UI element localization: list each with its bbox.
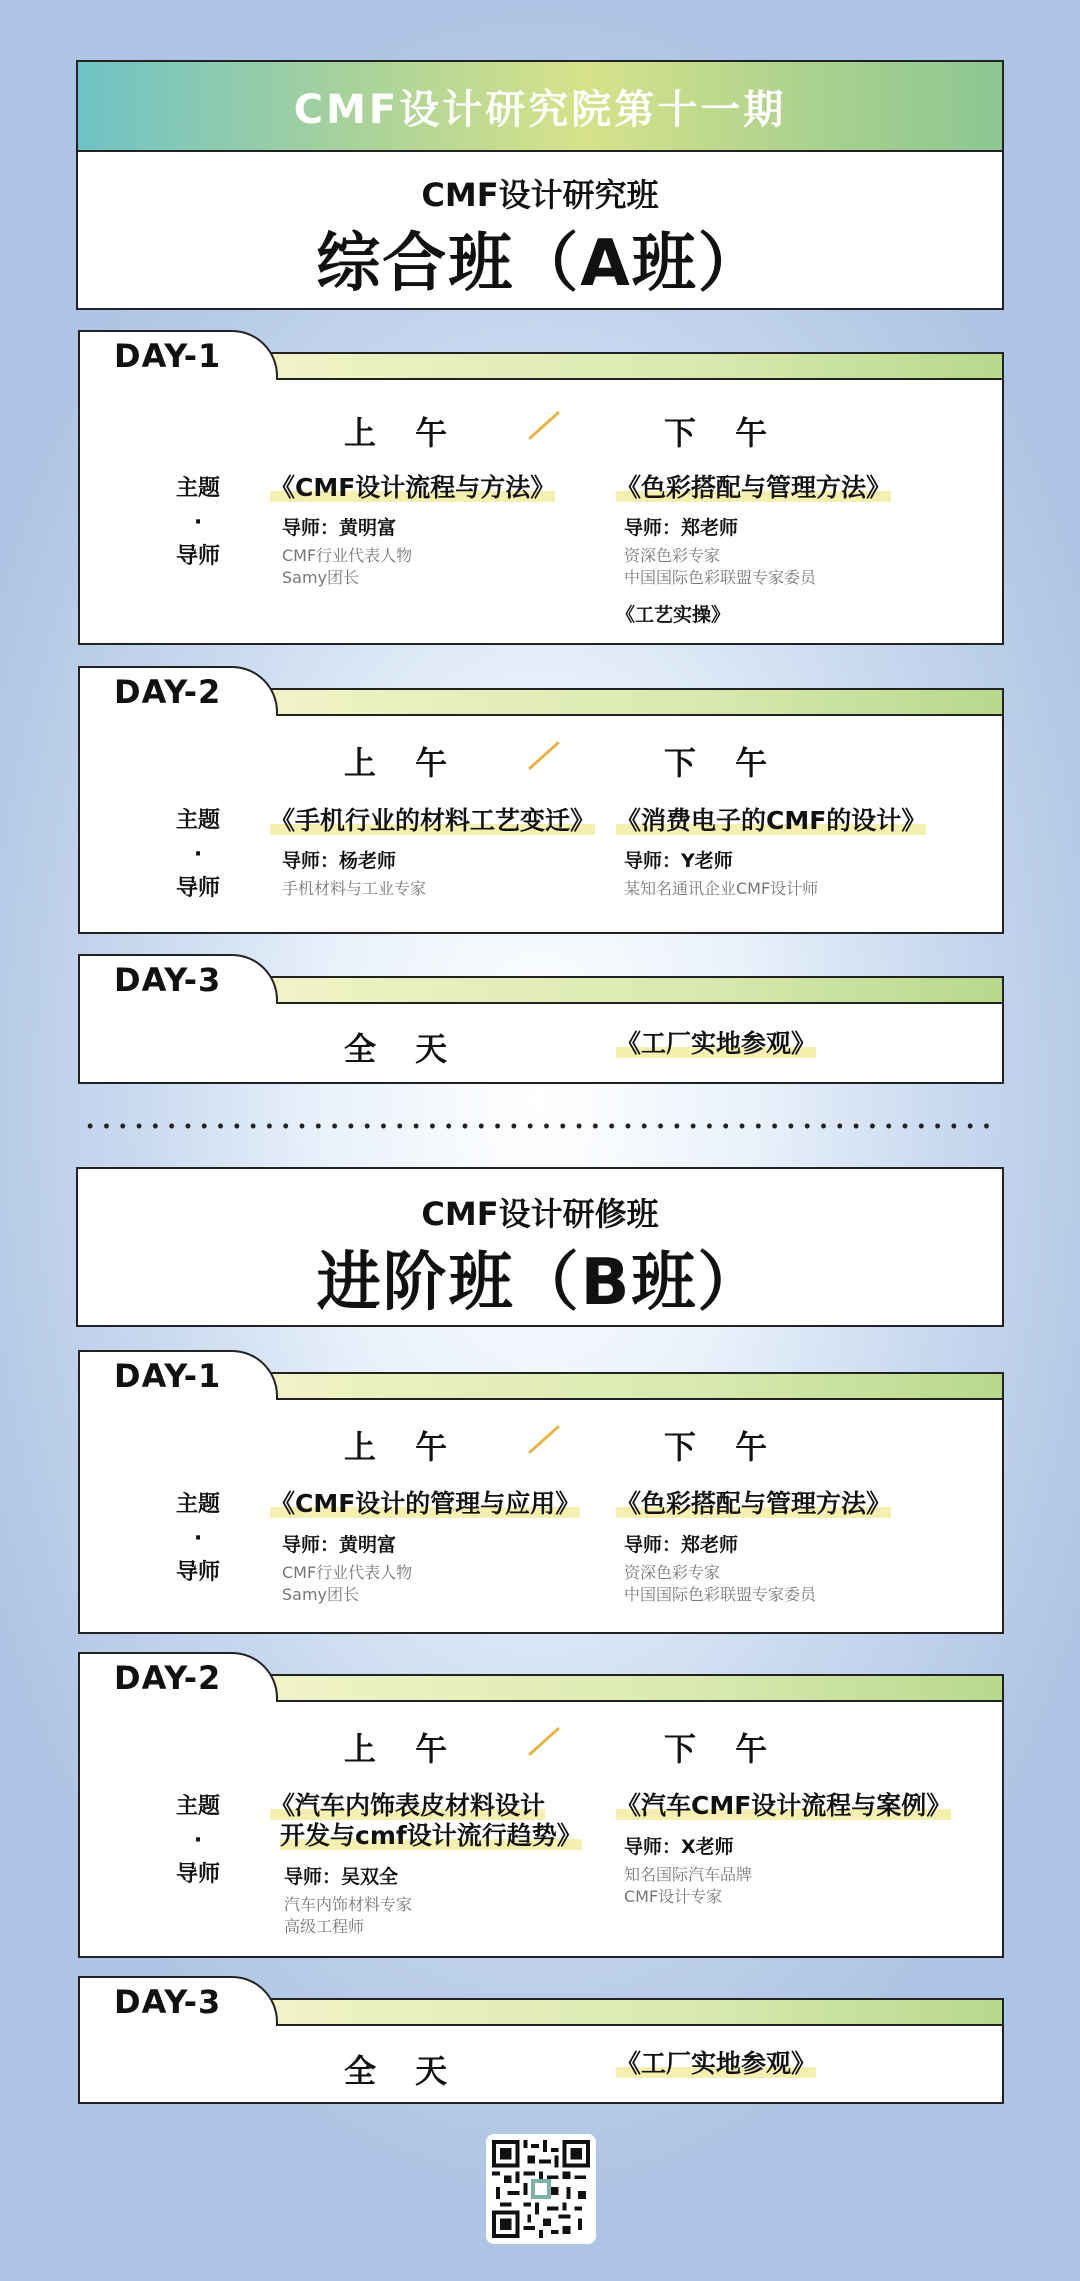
full-day-topic-text: 《工厂实地参观》 (616, 1029, 817, 1058)
morning-label: 上 午 (344, 1730, 462, 1768)
qr-code-icon[interactable] (486, 2134, 596, 2244)
topic-side-label: 主题 (175, 808, 220, 833)
class-a-subtitle: CMF设计研究班 (421, 176, 659, 214)
morning-topic (270, 468, 555, 504)
day-panel (78, 1398, 1004, 1634)
class-b-title: 进阶班（B班） (316, 1246, 764, 1320)
day-panel (78, 2024, 1004, 2104)
tutor-side-label: 导师 (175, 876, 220, 902)
afternoon-tutor-desc (624, 545, 816, 588)
divider-slash (528, 411, 560, 440)
divider-slash (528, 741, 560, 770)
day-label: DAY-2 (114, 673, 222, 711)
day-tab-stripe (240, 352, 1004, 380)
afternoon-tutor-desc (624, 878, 818, 900)
class-b-subtitle: CMF设计研修班 (421, 1195, 659, 1233)
day-tab (78, 330, 278, 380)
morning-tutor: 导师：黄明富 (282, 517, 397, 539)
side-dot: · (193, 1526, 203, 1552)
afternoon-topic-text: 《色彩搭配与管理方法》 (616, 473, 892, 502)
morning-topic (270, 801, 595, 837)
afternoon-topic-text: 《汽车CMF设计流程与案例》 (616, 1791, 952, 1820)
tutor-side-label: 导师 (175, 1862, 220, 1888)
afternoon-topic-text: 《色彩搭配与管理方法》 (616, 1489, 892, 1518)
dotted-separator (82, 1122, 998, 1130)
morning-topic-line2 (280, 1816, 582, 1852)
extra-topic-text: 《工艺实操》 (616, 604, 731, 626)
day-label: DAY-1 (114, 1357, 222, 1395)
day-tab-stripe (240, 1998, 1004, 2026)
class-b-header (76, 1167, 1004, 1327)
day-tab-stripe (240, 1372, 1004, 1400)
divider-slash (528, 1425, 560, 1454)
day-tab (78, 666, 278, 716)
desc-line: 汽车内饰材料专家 (284, 1895, 413, 1914)
morning-topic (270, 1484, 580, 1520)
morning-label: 上 午 (344, 414, 462, 452)
afternoon-tutor: 导师：Y老师 (624, 850, 733, 872)
day-label: DAY-1 (114, 337, 222, 375)
side-dot: · (193, 1828, 203, 1854)
desc-line: 资深色彩专家 (624, 546, 721, 565)
tutor-side-label: 导师 (175, 544, 220, 570)
full-day-label: 全 天 (344, 1030, 462, 1068)
afternoon-label: 下 午 (664, 744, 782, 782)
afternoon-topic (616, 468, 891, 504)
tutor-side-label: 导师 (175, 1560, 220, 1586)
day-panel (78, 1700, 1004, 1958)
day-label: DAY-3 (114, 961, 222, 999)
morning-topic-text: 《CMF设计流程与方法》 (270, 473, 556, 502)
day-panel (78, 1002, 1004, 1084)
morning-topic-text: 《CMF设计的管理与应用》 (270, 1489, 581, 1518)
afternoon-tutor: 导师：郑老师 (624, 1534, 739, 1556)
desc-line: 某知名通讯企业CMF设计师 (624, 879, 819, 898)
afternoon-label: 下 午 (664, 1428, 782, 1466)
desc-line: CMF行业代表人物 (282, 1563, 413, 1582)
afternoon-topic (616, 801, 926, 837)
divider-slash (528, 1727, 560, 1756)
side-dot: · (193, 842, 203, 868)
class-a-title: 综合班（A班） (316, 227, 764, 301)
desc-line: 中国国际色彩联盟专家委员 (624, 1584, 817, 1604)
afternoon-topic (616, 1786, 951, 1822)
day-panel (78, 378, 1004, 645)
full-day-label: 全 天 (344, 2052, 462, 2090)
afternoon-tutor-desc (624, 1562, 816, 1605)
full-day-topic (616, 2044, 816, 2080)
morning-tutor: 导师：杨老师 (282, 850, 397, 872)
day-tab (78, 1350, 278, 1400)
morning-topic-text: 《汽车内饰表皮材料设计 (270, 1791, 546, 1820)
morning-topic-text: 《手机行业的材料工艺变迁》 (270, 806, 596, 835)
program-banner (78, 62, 1002, 152)
qr-code-graphic (492, 2140, 590, 2238)
program-title: CMF设计研究院第十一期 (293, 86, 787, 133)
desc-line: Samy团长 (282, 1584, 360, 1604)
side-labels (163, 804, 233, 906)
topic-side-label: 主题 (175, 476, 220, 501)
class-a-header (76, 60, 1004, 310)
morning-tutor: 导师：黄明富 (282, 1534, 397, 1556)
morning-label: 上 午 (344, 1428, 462, 1466)
desc-line: CMF设计专家 (624, 1886, 723, 1906)
desc-line: Samy团长 (282, 567, 360, 587)
afternoon-topic-text: 《消费电子的CMF的设计》 (616, 806, 927, 835)
side-labels (163, 472, 233, 574)
full-day-topic-text: 《工厂实地参观》 (616, 2049, 817, 2078)
day-tab (78, 1976, 278, 2026)
topic-side-label: 主题 (175, 1794, 220, 1819)
day-tab-stripe (240, 688, 1004, 716)
desc-line: CMF行业代表人物 (282, 546, 413, 565)
afternoon-tutor: 导师：郑老师 (624, 517, 739, 539)
side-labels (163, 1790, 233, 1892)
day-tab (78, 1652, 278, 1702)
morning-tutor-desc (284, 1894, 412, 1937)
side-dot: · (193, 510, 203, 536)
day-label: DAY-3 (114, 1983, 222, 2021)
afternoon-topic (616, 1484, 891, 1520)
morning-topic-text-2: 开发与cmf设计流行趋势》 (280, 1821, 582, 1850)
desc-line: 高级工程师 (284, 1916, 365, 1936)
desc-line: 知名国际汽车品牌 (624, 1865, 753, 1884)
afternoon-tutor: 导师：X老师 (624, 1836, 734, 1858)
day-tab-stripe (240, 1674, 1004, 1702)
day-label: DAY-2 (114, 1659, 222, 1697)
day-tab-stripe (240, 976, 1004, 1004)
topic-side-label: 主题 (175, 1492, 220, 1517)
morning-tutor-desc (282, 545, 412, 588)
full-day-topic (616, 1024, 816, 1060)
morning-tutor-desc (282, 878, 426, 900)
morning-label: 上 午 (344, 744, 462, 782)
afternoon-tutor-desc (624, 1864, 752, 1907)
afternoon-extra-topic (616, 600, 730, 627)
desc-line: 中国国际色彩联盟专家委员 (624, 567, 817, 587)
day-tab (78, 954, 278, 1004)
morning-tutor: 导师：吴双全 (284, 1866, 399, 1888)
morning-tutor-desc (282, 1562, 412, 1605)
side-labels (163, 1488, 233, 1590)
afternoon-label: 下 午 (664, 1730, 782, 1768)
day-panel (78, 714, 1004, 934)
afternoon-label: 下 午 (664, 414, 782, 452)
desc-line: 资深色彩专家 (624, 1563, 721, 1582)
desc-line: 手机材料与工业专家 (282, 879, 427, 898)
